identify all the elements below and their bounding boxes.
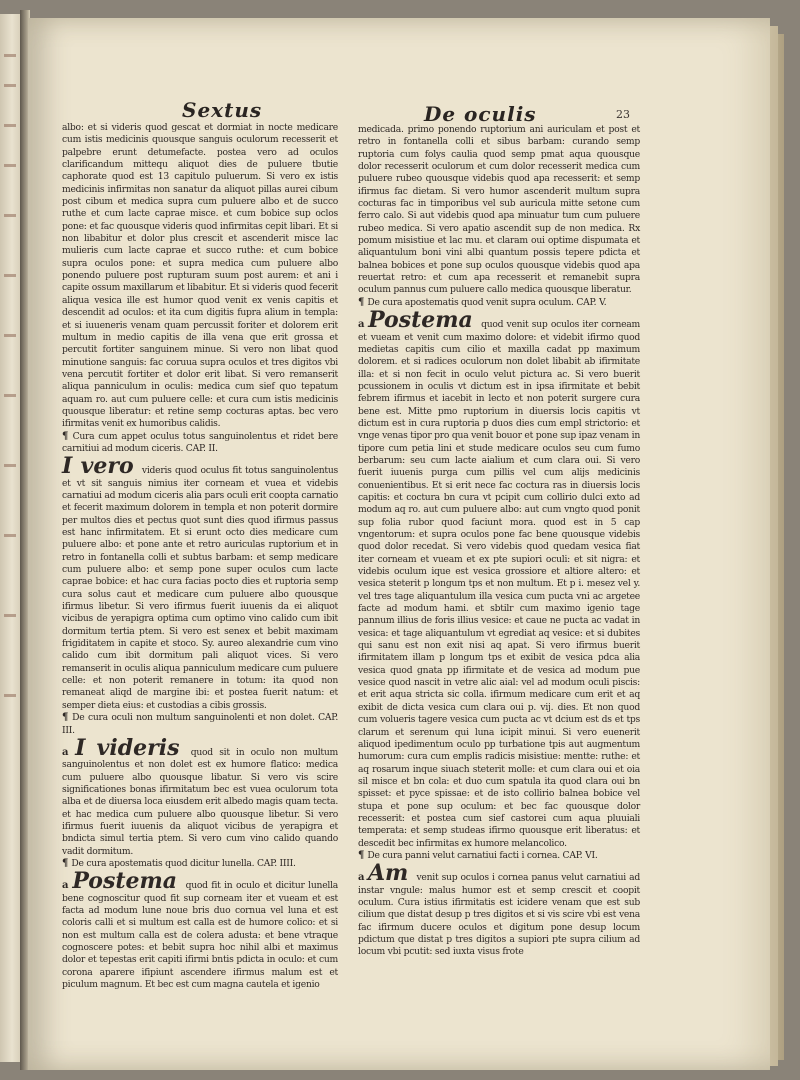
facing-page-edge <box>0 14 20 1062</box>
chapter-paragraph <box>358 309 640 850</box>
guide-letter: a <box>358 872 368 884</box>
initial-word: Postema <box>72 868 186 895</box>
body-paragraph: medicada. primo ponendo ruptorium ani auriculam et post et retro in fontanella colli et sibus barbam: curando semp ruptoria cum folys caulia quod semp pmat aqua quousque dolor recesserit oculorum et cum dolor recesserit medica cum puluere rubeo quousque videbis quod apa recesserit: et semp ifirmus fac dietam. Si vero humor ascenderit multum supra cocturas fac in timporibus vel sub auricula mitte setone cum ferro calo. Si aut videbis quod apa minuatur tum cum puluere rubeo medica. Si vero apatio ascendit sup de non medica. Rx pomum misistiue et lac mu. et claram oui optime dispumata et aliquantulum boni vini albi quantum possis tepere pdicta et balnea bobices et pone sup oculos quousque videbis quod apa reuertat retro: et cum apa recesserit et remanebit supra oculum pannus cum puluere callo medica quousque liberatur. <box>358 124 640 296</box>
chapter-heading <box>62 712 338 737</box>
running-head-left: Sextus <box>182 98 263 122</box>
body-paragraph: albo: et si videris quod gescat et dormiat in nocte medicare cum istis medicinis quousque sanguis oculorum recesserit et palpebre erunt detumefacte. postea vero ad oculos clarificandum mittequ aliquot dies de puluere tbutie caphorate quod est 13 capitulo puluerum. Si vero ex istis medicinis infirmitas non sanatur da aliquot pillas aurei cibum post cibum et medica supra cum puluere albo et de succo ruthe et cum lacte caprae misce. et cum bobice sup oclos pone: et fac quousque videris quod infirmitas cepit libari. Et si non libabitur et dolor plus crescit et ascenderit misce lac mulieris cum lacte caprae et succo ruthe: et cum bobice supra oculos pone: et supra medica cum puluere albo ponendo puluere post rupturam suum post aurem: et ani i capite ossum maxillarum et libabitur. Et si videris quod fecerit aliqua vesica ille est humor quod venit ex venis capitis et descendit ad oculos: et ita cum digitis fupra alium in templa: et si iuueneris venam quam percussit foriter et dolorem erit multum in medio capitis de illa vena que erit grossa et percutit fortiter sanguinem minue. Si vero non libat quod minutione sanguis: fac coruua supra oculos et tres digitos vbi vena percutit fortiter et dolor erit libat. Si vero remanserit aliqua panniculum in oculis: medica cum sief quo tepatum aquam ro. aut cum puluere celle: et cura cum istis medicinis quousque liberatur: et retine semp cocturas aptas. bec vero ifirmitas venit ex humoribus calidis. <box>62 122 338 430</box>
guide-letter: a <box>62 880 73 892</box>
guide-letter: a <box>358 319 369 331</box>
pilcrow-icon: ¶ <box>358 849 368 861</box>
guide-letter: a <box>62 746 76 758</box>
paragraph-text: venit sup oculos i cornea panus velut carnatiui ad instar vngule: malus humor est et semp crescit et coopit oculum. Cura istius ifirmitatis est icidere venam que est sub cilium que distat desup p tres digitos et si vis scire vbi est vena fac ifirmum ducere oculos et digitum pone desup locum pdictum que distat p tres digitos a supiori pte supra cilium ad locum vbi pcutit: sed iuxta visus frote <box>358 872 640 958</box>
paragraph-text: videris quod oculus fit totus sanguinolentus et vt sit sanguis nimius iter corneam et vuea et videbis carnatiui ad modum ciceris alia pars oculi erit coopta carnatio et fecerit maximum dolorem in templa et non poterit dormire per multos dies et pectus quot sunt dies quod ifirmus passus est hanc infirmitatem. Et si erunt octo dies medicare cum puluere albo: et pone ante et retro auriculas ruptorium et in retro in fontanella colli et subtus barbam: et semp medicare cum puluere albo: et semp pone super oculos cum lacte caprae bobice: et hac cura facias pocto dies et ruptoria semp cura solus caut et medicare cum puluere albo quousque ifirmus libetur. Si vero ifirmus fuerit iuuenis da ei aliquot vicibus de yerapigra optima cum optimo vino calido cum ibit dormitum tertia ptem. Si vero est senex et bebit maximam frigiditatem in capite et stoco. Sy. aureo alexandrie cum vino calido cum ibit dormitum pali aliquot vices. Si vero remanserit in oculis aliqua panniculum medicare cum puluere celle: et non poterit remanere in totum: ita quod non remaneat aliqd de margine ibi: et postea fuerit natum: et semper dieta eius: et custodias a cibis grossis. <box>62 465 338 711</box>
book-page <box>28 18 770 1070</box>
left-column <box>62 122 338 991</box>
chapter-heading-text: De cura panni velut carnatiui facti i cornea. CAP. VI. <box>367 849 598 861</box>
running-head <box>28 82 768 126</box>
chapter-paragraph <box>62 870 338 991</box>
chapter-paragraph <box>62 734 339 858</box>
chapter-heading-text: Cura cum appet oculus totus sanguinolentus et ridet bere carnitiui ad modum ciceris. CAP. II. <box>62 430 338 454</box>
paragraph-text: quod fit in oculo et dicitur lunella bene cognoscitur quod fit sup corneam iter et vueam et est facta ad modum lune noue bris duo cornua vel luna et est coloris calli et si multum est calla est de humore colico: et si non est multum calla est de colera adusta: et bene vtraque cognoscere potes: et bebit supra hoc nihil albi et maximus dolor et tepestas erit capiti ifirmi bntis pdicta in oculo: et cum corona aparere ifipiunt ascendere ifirmus malum est et piculum magnum. Et bec est cum magna cautela et igenio <box>62 880 338 991</box>
pilcrow-icon: ¶ <box>358 296 368 308</box>
folio-number: 23 <box>616 108 630 121</box>
chapter-paragraph <box>358 862 640 958</box>
initial-word: Am <box>367 860 417 887</box>
initial-word: I vero <box>62 453 142 480</box>
paragraph-text: quod venit sup oculos iter corneam et vueam et venit cum maximo dolore: et videbit ifirmo quod medietas capitis cum cilio et maxilla cadat pp maximum dolorem. et si radices oculorum non dolet libabit ab ifirmitate illa: et si non fecit in oculo velut pictura ac. Si vero buerit pcussionem in oculis vt dictum est in ipsa ifirmitate et bebit febrem ifirmus et iacebit in lecto et non poterit surgere cura bene est. Mitte pmo ruptorium in diuersis locis capitis vt dictum est in cura ruptoria p duos dies cum empl strictorio: et vnge venas tipor pro qua venit bouor et pone sup ipaz venam in tipore cum petia lini et stude medicare oculos seu cum fumo berbarum: seu cum lacte aialium et cum clara oui. Si vero fuerit iuuenis purga cum pillis vel cum alijs medicinis conuenientibus. Et si erit nece fac coctura ras in diuersis locis capitis: et coctura bn cura vt pcipit cum collirio dulci exto ad modum aq ro. aut cum puluere albo: aut cum vngto quod ponit sup folia rubor quod faciunt mora. quod est in 5 cap vngentorum: et supra oculos pone fac bene quousque videbis quod dolor recedat. Si vero videbis quod quedam vesica fiat iter corneam et vueam et ex pte supiori oculi: et sit nigra: et videbis oculum ique est vesica grossiore et altiore altero: et vesica steterit p longum tps et non multum. Et p i. mesez vel y. vel tres tage aliquantulum illa vesica cum pucta vni ac argetee facte ad modum hami. et sbtilr cum maximo igenio tage pannum illius de foris illius vesice: et caue ne pucta ac vadat in vesica: et tage aliquantulum vt egrediat aq vesice: et si dubites qui sanu est non exit nisi aq apat. Si vero ifirmus buerit ifirmitatem illam p longum tps et exibit de vesica pdca alia vesica quod gnata pp ifirmitate et de vesica ad modum pue vesice quod nascit in vetre alic aial: vel ad modum oculi piscis: et erit aqua stricta sic colla. ifirmum medicare cum erit et aq exibit de dicta vesica cum clara oui p. vij. dies. Et non quod cum volueris tagere vesica cum pucta ac vt dcium est ds et tps clarum et serenum qui luna icipit minui. Si vero euenerit aliquod ipedimentum oculo pp turbatione tpis aut augmentum humorum: cura cum emplis radicis misistiue: mentte: ruthe: et aq rosarum inque siuach steterit molle: et cum clara oui et oia sil misce et bn cola: et duo cum spatula ita quod clara oui bn spisset: et pyce spissae: et de isto collirio balnea bobice vel stupa et pone sup oculum: et bec fac quousque dolor recesserit: et postea cum sief castorei cum aqua pluuiali temperata: et semp studeas ifirmo quousque erit liberatus: et descedit bec infirmitas ex humore melancolico. <box>358 319 640 849</box>
chapter-heading-text: De cura apostematis quod dicitur lunella. CAP. IIII. <box>71 857 296 869</box>
chapter-heading <box>62 431 338 456</box>
right-column <box>358 124 640 959</box>
running-head-right: De oculis <box>424 102 537 126</box>
chapter-paragraph <box>62 455 338 712</box>
pilcrow-icon: ¶ <box>62 712 73 724</box>
initial-word: I videris <box>75 734 191 761</box>
initial-word: Postema <box>368 307 482 334</box>
paragraph-text: quod sit in oculo non multum sanguinolentus et non dolet est ex humore flatico: medica cum puluere albo quousque libatur. Si vero vis scire significationes bonas ifirmitatum bec est vuea oculorum tota alba et de diuersa loca eiusdem erit albedo magis quam tecta. et hac medica cum puluere albo quousque libetur. Si vero ifirmus fuerit iuuenis da aliquot vicibus de yerapigra et bndicta simul tertia ptem. Si vero cum vino calido quando vadit dormitum. <box>62 746 339 857</box>
chapter-heading-text: De cura apostematis quod venit supra oculum. CAP. V. <box>367 296 607 308</box>
chapter-heading-text: De cura oculi non multum sanguinolenti et non dolet. CAP. III. <box>62 712 339 736</box>
pilcrow-icon: ¶ <box>62 430 73 442</box>
pilcrow-icon: ¶ <box>62 857 72 869</box>
